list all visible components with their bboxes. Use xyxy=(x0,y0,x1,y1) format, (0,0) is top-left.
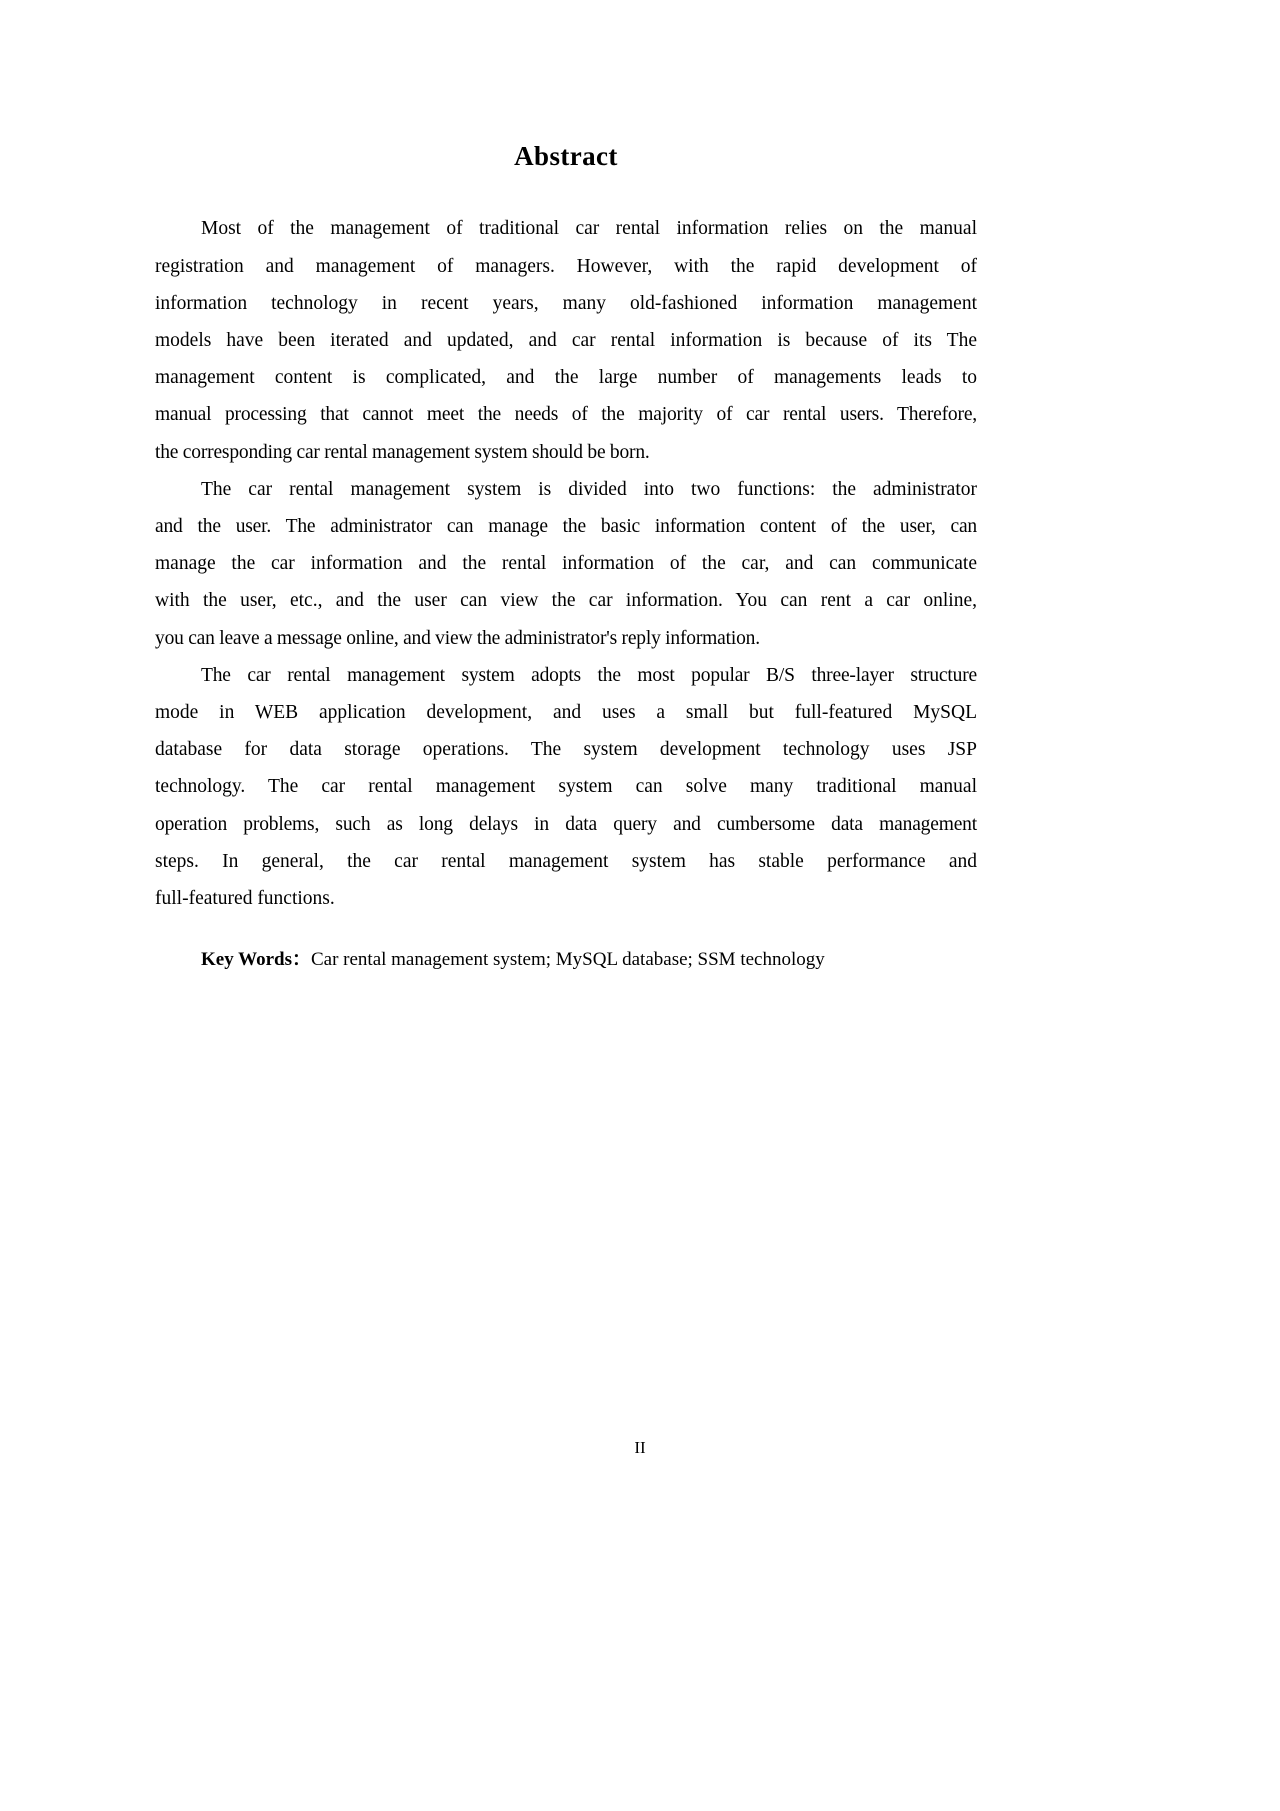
paragraph-line: and the user. The administrator can manage the basic information content of the user, can xyxy=(155,516,977,538)
paragraph-line: operation problems, such as long delays in data query and cumbersome data management xyxy=(155,813,977,835)
paragraph-line: mode in WEB application development, and uses a small but full-featured MySQL xyxy=(155,702,977,724)
paragraph-line: The car rental management system adopts the most popular B/S three-layer structure xyxy=(201,664,977,686)
paragraph-line: registration and management of managers. However, with the rapid development of xyxy=(155,255,977,277)
page-title: Abstract xyxy=(514,141,618,171)
paragraph-line: the corresponding car rental management system should be born. xyxy=(155,441,650,463)
paragraph-line: steps. In general, the car rental management system has stable performance and xyxy=(155,850,977,872)
paragraph-line: you can leave a message online, and view the administrator's reply information. xyxy=(155,627,760,649)
paragraph-line: management content is complicated, and the large number of managements leads to xyxy=(155,367,977,389)
paragraph-line: information technology in recent years, many old-fashioned information management xyxy=(155,292,977,314)
paragraph-line: manual processing that cannot meet the needs of the majority of car rental users. Therefore, xyxy=(155,404,977,426)
paragraph-line: models have been iterated and updated, and car rental information is because of its The xyxy=(155,330,977,351)
keywords-label: Key Words： xyxy=(201,949,311,971)
keywords-value: Car rental management system; MySQL database; SSM technology xyxy=(310,949,825,971)
abstract-paragraph-3 xyxy=(155,657,977,917)
paragraph-line: Most of the management of traditional car rental information relies on the manual xyxy=(201,218,977,240)
paragraph-line: full-featured functions. xyxy=(155,888,335,910)
document-body xyxy=(155,140,977,977)
paragraph-line: database for data storage operations. The system development technology uses JSP xyxy=(155,739,977,761)
paragraph-line: technology. The car rental management system can solve many traditional manual xyxy=(155,776,977,798)
abstract-paragraph-1 xyxy=(155,210,977,470)
keywords-line xyxy=(155,943,977,977)
paragraph-line: manage the car information and the rental information of the car, and can communicate xyxy=(155,553,977,575)
paragraph-line: with the user, etc., and the user can view the car information. You can rent a car online, xyxy=(155,590,977,612)
abstract-paragraph-2 xyxy=(155,471,977,657)
paragraph-line: The car rental management system is divided into two functions: the administrator xyxy=(201,478,977,500)
page-number: II xyxy=(634,1438,646,1457)
